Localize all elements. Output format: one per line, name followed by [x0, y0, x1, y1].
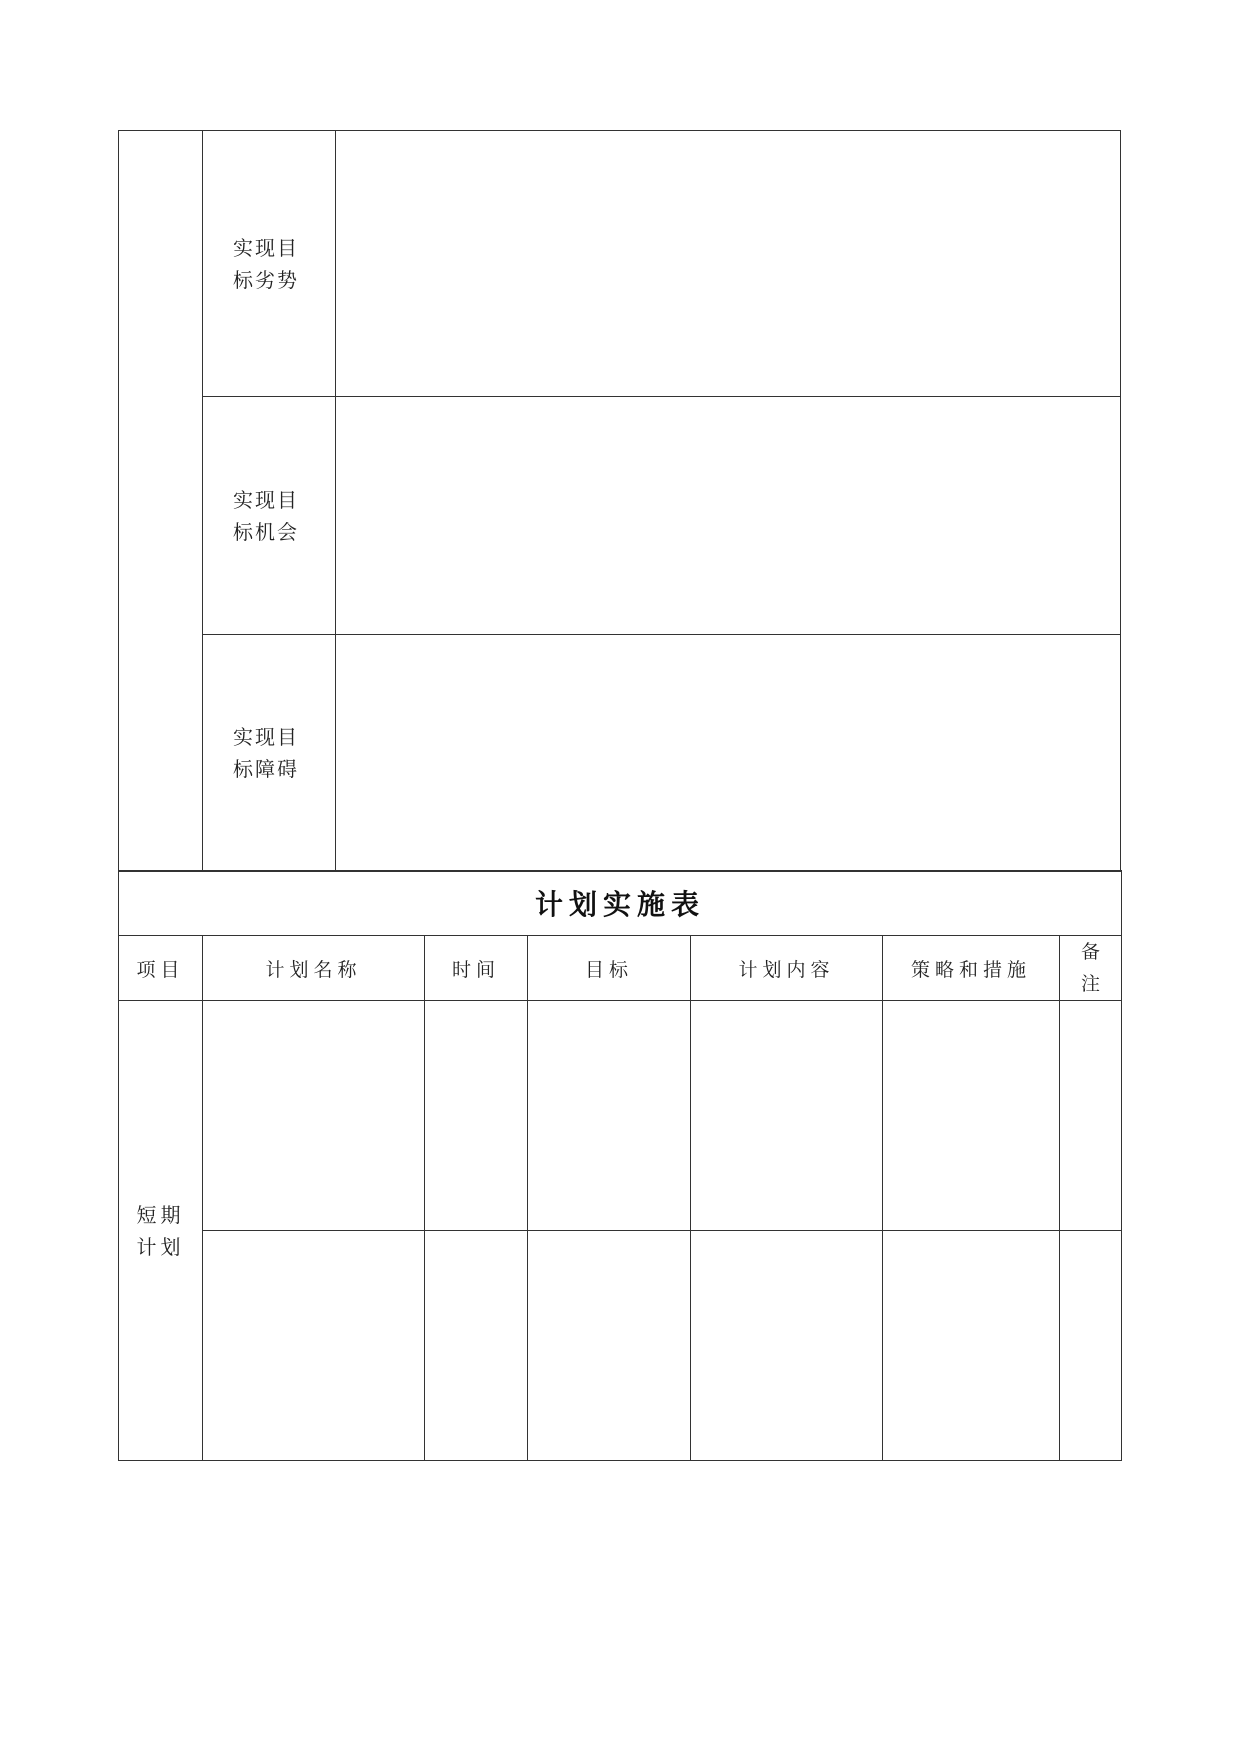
analysis-row-weakness [119, 131, 1121, 397]
plan-row [119, 1231, 1122, 1461]
plan-content-cell[interactable] [691, 1231, 883, 1461]
analysis-category-cell [119, 131, 203, 872]
plan-goal-cell[interactable] [528, 1231, 691, 1461]
opportunity-content-cell[interactable] [336, 397, 1121, 635]
header-remark: 备注 [1081, 941, 1101, 995]
plan-strategy-cell[interactable] [883, 1001, 1060, 1231]
plan-implementation-table [118, 870, 1122, 1461]
plan-goal-cell[interactable] [528, 1001, 691, 1231]
analysis-label-cell [203, 131, 336, 397]
plan-row [119, 1001, 1122, 1231]
header-strategy: 策略和措施 [883, 936, 1060, 1001]
analysis-row-obstacle [119, 635, 1121, 872]
short-term-plan-label: 短期计划 [136, 1202, 185, 1259]
plan-remark-cell[interactable] [1060, 1231, 1122, 1461]
header-time: 时间 [425, 936, 528, 1001]
plan-content-cell[interactable] [691, 1001, 883, 1231]
plan-name-cell[interactable] [203, 1231, 425, 1461]
header-goal: 目标 [528, 936, 691, 1001]
plan-remark-cell[interactable] [1060, 1001, 1122, 1231]
plan-title-row [119, 871, 1122, 936]
plan-strategy-cell[interactable] [883, 1231, 1060, 1461]
plan-name-cell[interactable] [203, 1001, 425, 1231]
opportunity-label: 实现目标机会 [233, 487, 299, 544]
obstacle-label: 实现目标障碍 [233, 725, 299, 781]
header-item: 项目 [119, 936, 203, 1001]
goal-analysis-table [118, 130, 1121, 872]
obstacle-content-cell[interactable] [336, 635, 1121, 872]
weakness-label: 实现目标劣势 [233, 235, 299, 292]
analysis-row-opportunity [119, 397, 1121, 635]
analysis-label-cell [203, 397, 336, 635]
header-plan-content: 计划内容 [691, 936, 883, 1001]
plan-time-cell[interactable] [425, 1231, 528, 1461]
plan-time-cell[interactable] [425, 1001, 528, 1231]
header-plan-name: 计划名称 [203, 936, 425, 1001]
analysis-label-cell [203, 635, 336, 872]
plan-title: 计划实施表 [535, 888, 706, 921]
weakness-content-cell[interactable] [336, 131, 1121, 397]
plan-title-cell [119, 871, 1122, 936]
header-remark-cell [1060, 936, 1122, 1001]
plan-header-row [119, 936, 1122, 1001]
short-term-label-cell [119, 1001, 203, 1461]
